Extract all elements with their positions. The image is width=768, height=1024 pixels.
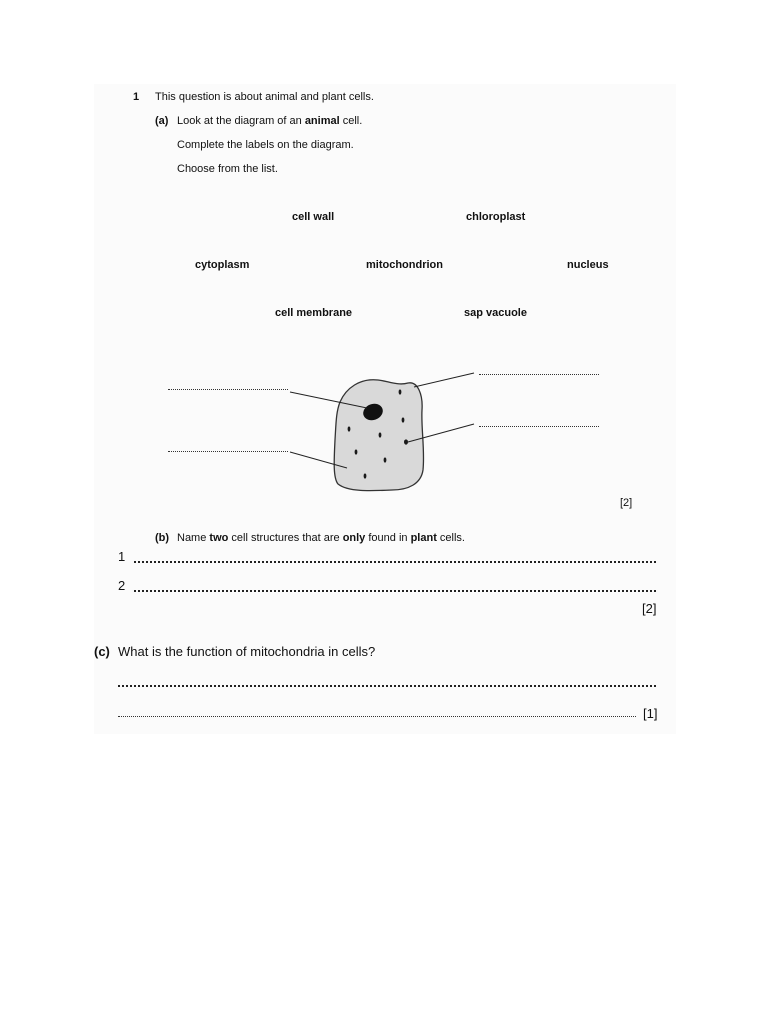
label-answer-line-3[interactable] (479, 374, 599, 375)
part-b-answer-line-1[interactable] (134, 561, 656, 563)
part-a-instruction-1-pre: Look at the diagram of an (177, 115, 305, 127)
part-b-text-bold-two: two (209, 532, 229, 544)
part-a-label: (a) (155, 115, 169, 127)
label-answer-line-2[interactable] (168, 451, 288, 452)
word-cell-membrane: cell membrane (275, 307, 353, 319)
word-nucleus: nucleus (567, 259, 609, 271)
part-b-text-post: cells. (436, 532, 465, 544)
word-cytoplasm: cytoplasm (195, 259, 250, 271)
question-intro: This question is about animal and plant cells. (155, 91, 374, 103)
part-b-marks: [2] (642, 601, 657, 616)
part-c-question: What is the function of mitochondria in cells? (118, 644, 376, 659)
question-number: 1 (133, 91, 140, 103)
word-chloroplast: chloroplast (466, 211, 526, 223)
part-a-instruction-2: Complete the labels on the diagram. (177, 139, 354, 151)
part-b-text-mid2: found in (365, 532, 411, 544)
part-b-text-bold-only: only (342, 532, 366, 544)
part-c-label: (c) (94, 644, 110, 659)
word-cell-wall: cell wall (292, 211, 335, 223)
part-a-instruction-3: Choose from the list. (177, 163, 278, 175)
label-answer-line-4[interactable] (479, 426, 599, 427)
part-b-answer-number-2: 2 (118, 578, 126, 593)
part-b-answer-number-1: 1 (118, 549, 126, 564)
part-a-instruction-1-bold: animal (304, 115, 340, 127)
part-b-text-bold-plant: plant (410, 532, 437, 544)
part-b-label: (b) (155, 532, 170, 544)
part-b-answer-line-2[interactable] (134, 590, 656, 592)
part-a-marks: [2] (620, 497, 633, 509)
label-answer-line-1[interactable] (168, 389, 288, 390)
part-b-text-pre: Name (177, 532, 210, 544)
part-a-instruction-1-post: cell. (339, 115, 363, 127)
part-c-marks: [1] (643, 706, 658, 721)
part-b-text-mid: cell structures that are (228, 532, 343, 544)
part-c-answer-line-1[interactable] (118, 685, 656, 687)
part-c-answer-line-2[interactable] (118, 716, 636, 717)
word-sap-vacuole: sap vacuole (464, 307, 527, 319)
word-mitochondrion: mitochondrion (366, 259, 443, 271)
part-b-question (177, 532, 465, 544)
